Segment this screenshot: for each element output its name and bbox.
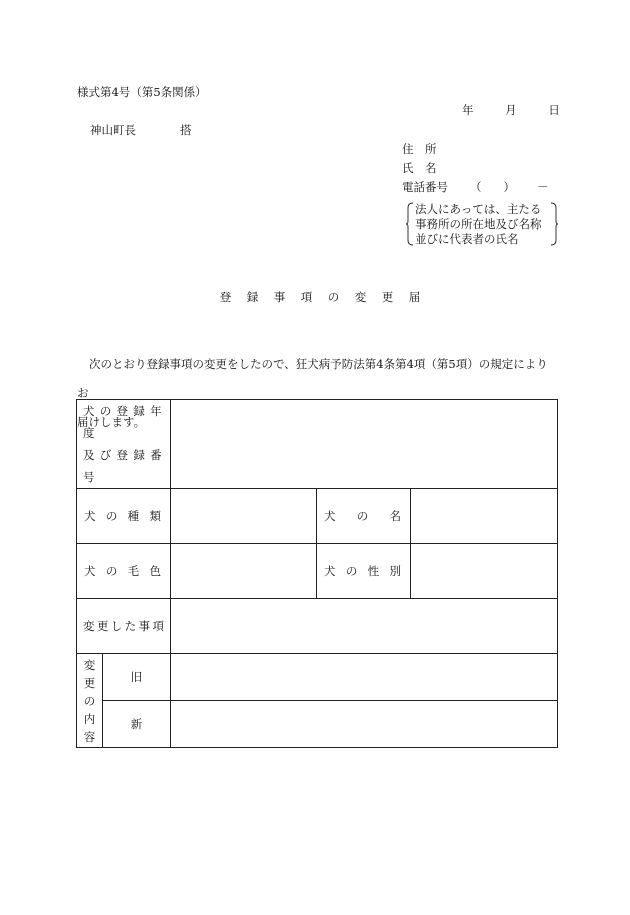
note-line-3: 並びに代表者の氏名: [415, 232, 519, 246]
note-line-1: 法人にあっては、主たる: [415, 202, 542, 216]
breed-char: の: [105, 509, 118, 523]
date-year: 年: [462, 103, 474, 117]
old-value-field[interactable]: [171, 654, 558, 701]
breed-char: 種: [127, 509, 140, 523]
date-month: 月: [505, 103, 517, 117]
reg-year-number-field[interactable]: [171, 400, 558, 489]
title-char: 登: [219, 290, 232, 304]
right-bracket-icon: [550, 202, 558, 246]
changed-item-char: た: [124, 619, 137, 633]
title-char: 届: [408, 290, 421, 304]
phone-close-paren: ）: [503, 180, 515, 194]
color-char: の: [105, 564, 118, 578]
registration-table: [76, 399, 558, 748]
breed-char: 犬: [84, 509, 96, 523]
phone-dash: －: [537, 180, 549, 194]
title-char: 変: [354, 290, 367, 304]
coat-color-label: [77, 544, 171, 599]
breed-char: 類: [149, 509, 161, 523]
note-line-2: 事務所の所在地及び名称: [415, 217, 542, 231]
dog-name-label: [317, 489, 411, 544]
changed-item-label: [77, 599, 171, 654]
color-char: 犬: [84, 564, 96, 578]
breed-field[interactable]: [171, 489, 317, 544]
table-row: [77, 489, 558, 544]
date-line: [462, 102, 560, 118]
table-row: [77, 599, 558, 654]
color-char: 毛: [127, 564, 140, 578]
title-char: 項: [300, 290, 313, 304]
change-content-char: の: [83, 693, 96, 708]
changed-item-field[interactable]: [171, 599, 558, 654]
table-row: [77, 400, 558, 489]
changed-item-char: し: [110, 619, 123, 633]
changed-item-char: 更: [96, 619, 109, 633]
old-label: 旧: [103, 654, 171, 701]
addressee: [90, 122, 192, 138]
reg-label-line-2: 及び登録番号: [83, 448, 164, 484]
reg-year-number-label: [77, 400, 171, 489]
phone-open-paren: （: [470, 180, 482, 194]
breed-label: [77, 489, 171, 544]
applicant-block: [402, 140, 549, 197]
form-id: 様式第4号（第5条関係）: [77, 85, 207, 99]
dog-name-field[interactable]: [411, 489, 558, 544]
addressee-honorific: 搭: [180, 123, 192, 137]
change-content-label: [77, 654, 103, 748]
table-row: [77, 654, 558, 701]
table-row: [77, 544, 558, 599]
date-day: 日: [548, 103, 560, 117]
addressee-name: 神山町長: [90, 123, 136, 137]
phone-label: 電話番号: [402, 180, 448, 194]
change-content-char: 更: [83, 675, 96, 690]
change-content-char: 変: [83, 657, 96, 672]
coat-color-field[interactable]: [171, 544, 317, 599]
sex-label: [317, 544, 411, 599]
dog-name-char: の: [356, 509, 369, 523]
changed-item-char: 項: [152, 619, 164, 633]
change-content-char: 容: [83, 729, 96, 744]
changed-item-char: 変: [83, 619, 95, 633]
color-char: 色: [149, 564, 161, 578]
table-row: [77, 701, 558, 748]
left-bracket-icon: [406, 202, 414, 246]
change-content-char: 内: [83, 711, 96, 726]
page-title: [212, 289, 428, 305]
name-label: 氏 名: [402, 161, 437, 175]
dog-name-char: 犬: [324, 509, 336, 523]
body-line-2: 届けします。: [77, 415, 146, 429]
changed-item-char: 事: [138, 619, 151, 633]
sex-char: の: [345, 564, 358, 578]
new-value-field[interactable]: [171, 701, 558, 748]
new-label: 新: [103, 701, 171, 748]
sex-field[interactable]: [411, 544, 558, 599]
sex-char: 別: [389, 564, 401, 578]
corporation-note: [406, 202, 552, 246]
title-char: 事: [273, 290, 286, 304]
body-line-1: 次のとおり登録事項の変更をしたので、狂犬病予防法第4条第4項（第5項）の規定によりお: [77, 357, 548, 400]
title-char: 更: [381, 290, 394, 304]
title-char: の: [327, 290, 340, 304]
address-label: 住 所: [402, 142, 437, 156]
title-char: 録: [246, 290, 259, 304]
dog-name-char: 名: [389, 509, 401, 523]
reg-label-line-1: 犬の登録年度: [83, 404, 164, 440]
sex-char: 性: [367, 564, 380, 578]
phone-row: [402, 178, 549, 197]
sex-char: 犬: [324, 564, 336, 578]
